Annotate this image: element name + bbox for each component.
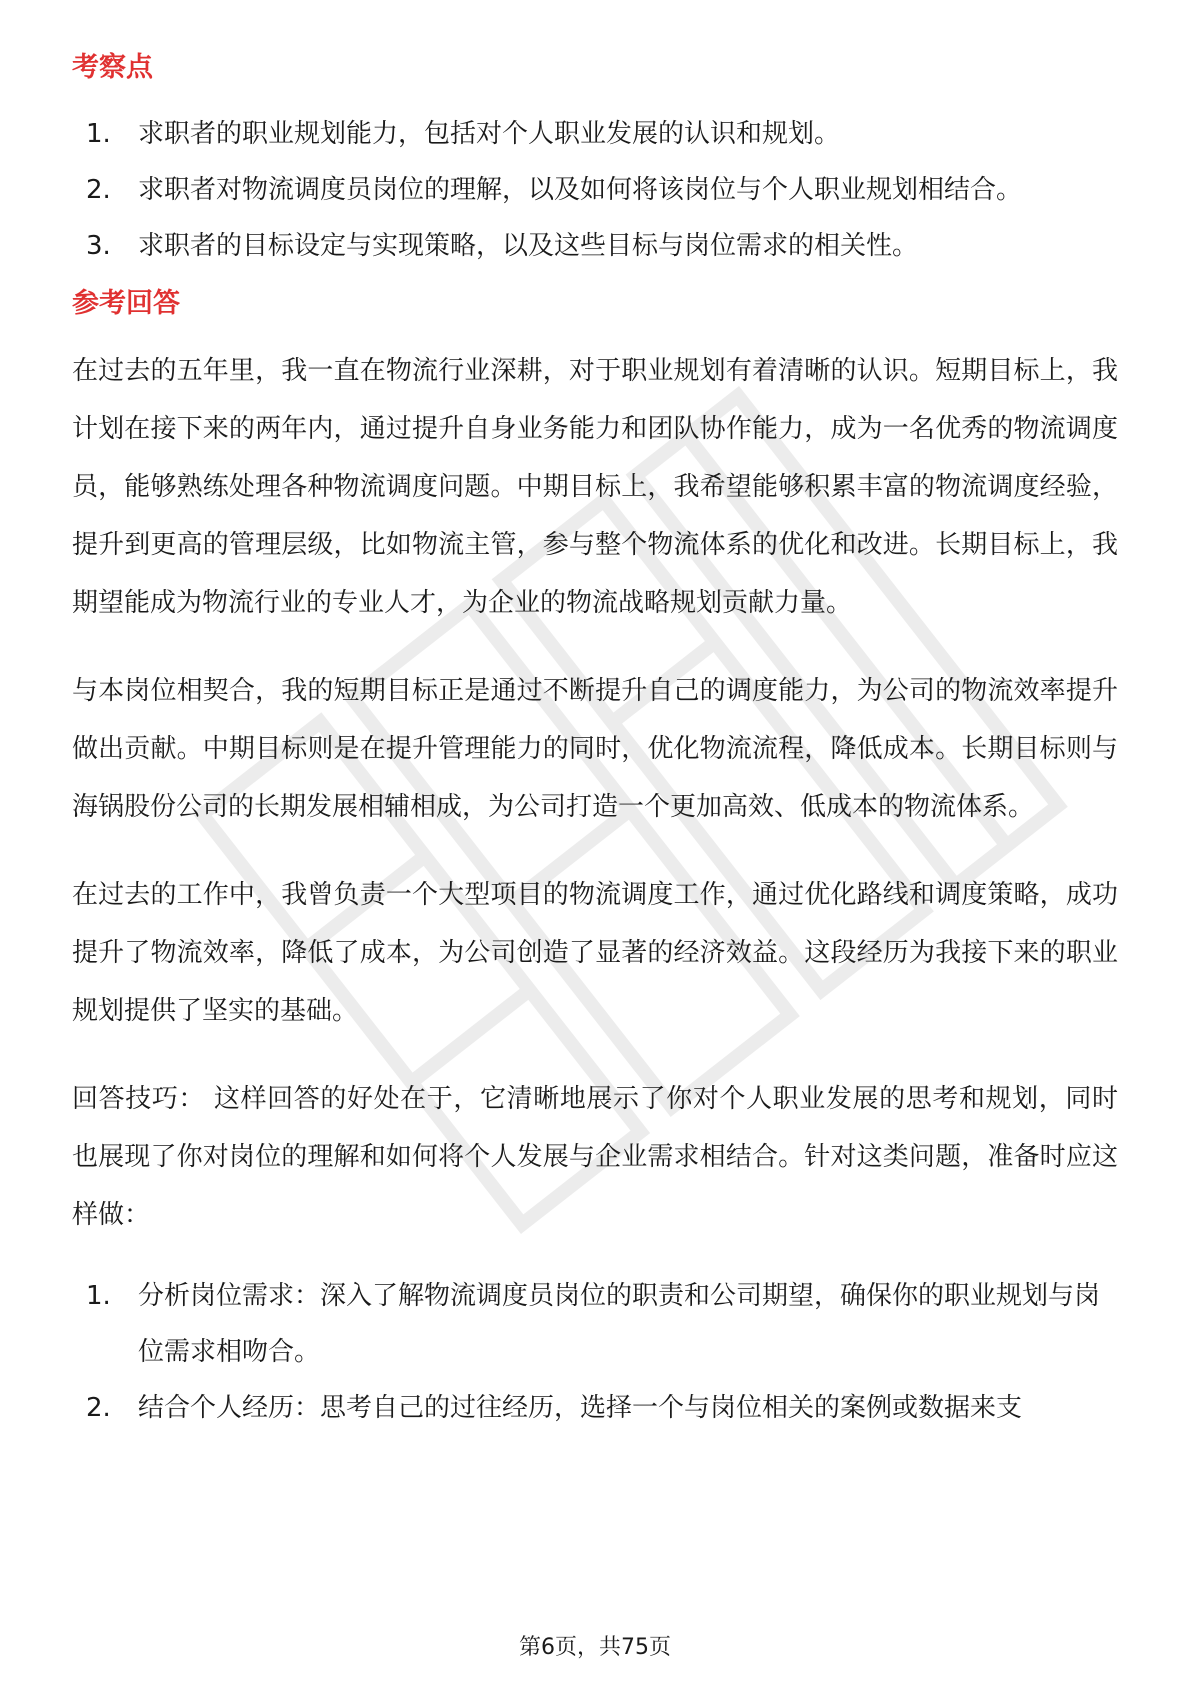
- list-item: [72, 162, 1118, 218]
- list-number: 1.: [86, 119, 111, 149]
- list-item: [72, 1268, 1118, 1380]
- answer-paragraph: 在过去的工作中，我曾负责一个大型项目的物流调度工作，通过优化路线和调度策略，成功提升了物流效率，降低了成本，为公司创造了显著的经济效益。这段经历为我接下来的职业规划提供了坚实的基础。: [72, 880, 1118, 1026]
- list-text: 分析岗位需求：深入了解物流调度员岗位的职责和公司期望，确保你的职业规划与岗位需求相吻合。: [138, 1281, 1101, 1367]
- section-title-answer: 参考回答: [72, 288, 180, 319]
- list-number: 3.: [86, 231, 111, 261]
- list-text: 求职者的目标设定与实现策略，以及这些目标与岗位需求的相关性。: [138, 231, 919, 261]
- tips-list: [72, 1268, 1118, 1436]
- list-text: 求职者的职业规划能力，包括对个人职业发展的认识和规划。: [138, 119, 841, 149]
- list-number: 2.: [86, 1393, 111, 1423]
- list-item: [72, 1380, 1118, 1436]
- list-text: 求职者对物流调度员岗位的理解，以及如何将该岗位与个人职业规划相结合。: [138, 175, 1023, 205]
- list-number: 2.: [86, 175, 111, 205]
- answer-paragraph: 在过去的五年里，我一直在物流行业深耕，对于职业规划有着清晰的认识。短期目标上，我计划在接下来的两年内，通过提升自身业务能力和团队协作能力，成为一名优秀的物流调度员，能够熟练处理各种物流调度问题。中期目标上，我希望能够积累丰富的物流调度经验，提升到更高的管理层级，比如物流主管，参与整个物流体系的优化和改进。长期目标上，我期望能成为物流行业的专业人才，为企业的物流战略规划贡献力量。: [72, 356, 1118, 618]
- answer-paragraph: 与本岗位相契合，我的短期目标正是通过不断提升自己的调度能力，为公司的物流效率提升做出贡献。中期目标则是在提升管理能力的同时，优化物流流程，降低成本。长期目标则与海锅股份公司的长期发展相辅相成，为公司打造一个更加高效、低成本的物流体系。: [72, 676, 1118, 822]
- list-number: 1.: [86, 1281, 111, 1311]
- list-item: [72, 106, 1118, 162]
- list-item: [72, 218, 1118, 274]
- page-number-footer: 第6页，共75页: [519, 1635, 671, 1660]
- document-content: [72, 48, 1118, 1436]
- focus-list: [72, 106, 1118, 274]
- tips-paragraph: 回答技巧： 这样回答的好处在于，它清晰地展示了你对个人职业发展的思考和规划，同时也展现了你对岗位的理解和如何将个人发展与企业需求相结合。针对这类问题，准备时应这样做：: [72, 1084, 1118, 1230]
- list-text: 结合个人经历：思考自己的过往经历，选择一个与岗位相关的案例或数据来支: [138, 1393, 1023, 1423]
- section-title-focus: 考察点: [72, 52, 153, 83]
